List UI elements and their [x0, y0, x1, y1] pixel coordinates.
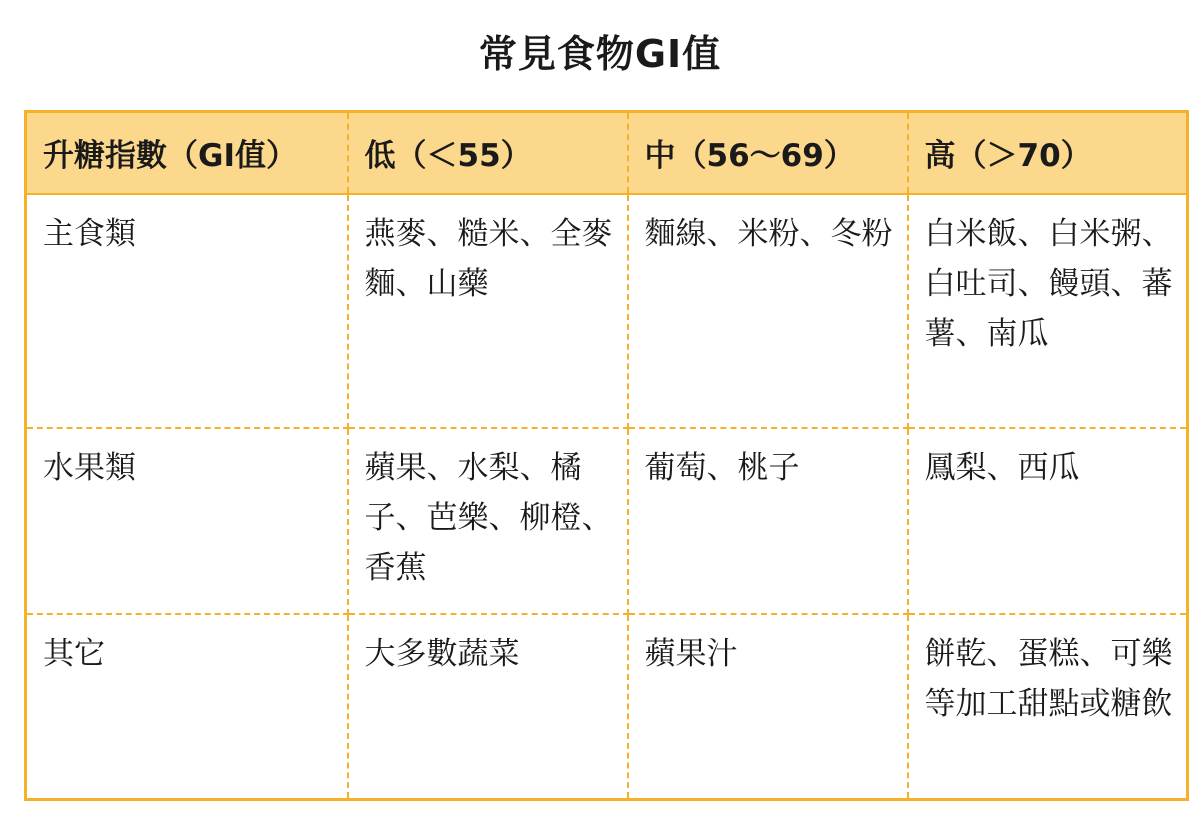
table-row — [26, 194, 1188, 428]
cell-high: 鳳梨、西瓜 — [908, 428, 1188, 614]
cell-low: 大多數蔬菜 — [348, 614, 628, 800]
cell-low: 蘋果、水梨、橘子、芭樂、柳橙、香蕉 — [348, 428, 628, 614]
row-category: 水果類 — [26, 428, 348, 614]
cell-high: 餅乾、蛋糕、可樂等加工甜點或糖飲 — [924, 635, 1173, 722]
cell-mid: 蘋果汁 — [628, 614, 908, 800]
page-title: 常見食物GI值 — [478, 32, 722, 76]
cell-high: 白米飯、白米粥、白吐司、饅頭、蕃薯、南瓜 — [908, 194, 1188, 428]
table-header-row — [26, 112, 1188, 194]
row-category: 其它 — [26, 614, 348, 800]
header-low: 低（＜55） — [348, 112, 628, 194]
cell-mid: 葡萄、桃子 — [628, 428, 908, 614]
header-mid: 中（56～69） — [628, 112, 908, 194]
table-row — [26, 428, 1188, 614]
table-row — [26, 614, 1188, 800]
header-high: 高（＞70） — [908, 112, 1188, 194]
cell-low: 燕麥、糙米、全麥麵、山藥 — [348, 194, 628, 428]
cell-mid: 麵線、米粉、冬粉 — [628, 194, 908, 428]
row-category: 主食類 — [26, 194, 348, 428]
header-gi-index: 升糖指數（GI值） — [26, 112, 348, 194]
gi-table — [24, 110, 1189, 801]
